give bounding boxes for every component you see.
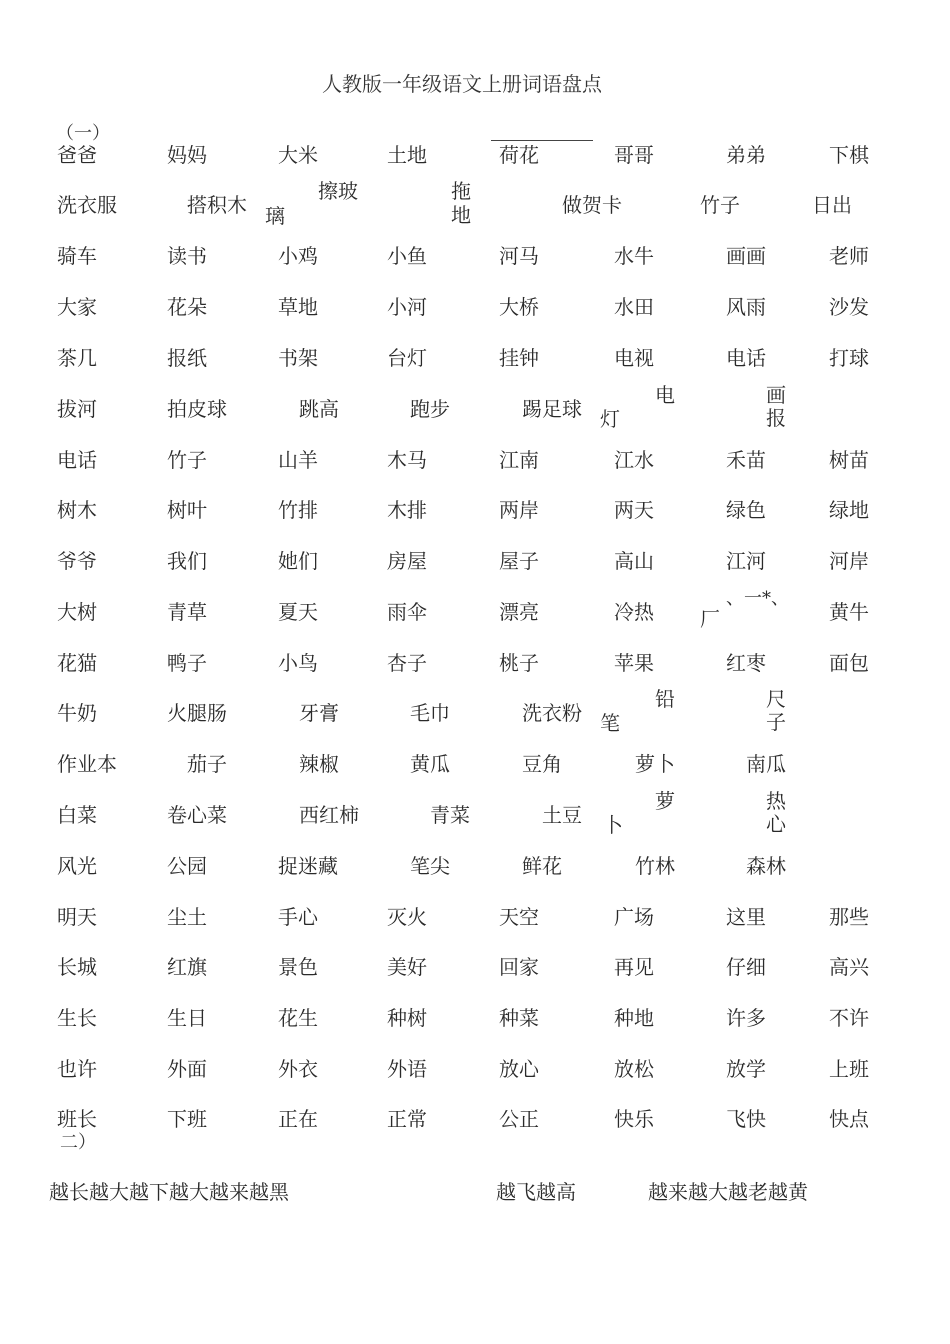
vocab-word: 书架 xyxy=(278,346,318,370)
vocab-word: 屋子 xyxy=(499,549,539,573)
split-word-top: 热 xyxy=(766,789,786,813)
split-word-bottom: 笔 xyxy=(600,711,620,735)
vocab-word: 风光 xyxy=(57,854,97,878)
vocab-word: 跑步 xyxy=(410,397,450,421)
vocab-word: 小鸟 xyxy=(278,651,318,675)
vocab-word: 班长 xyxy=(57,1107,97,1131)
section-one-label: （一） xyxy=(56,123,110,144)
vocab-word: 弟弟 xyxy=(726,143,766,167)
underline-rule xyxy=(491,140,593,141)
vocab-word: 树木 xyxy=(57,498,97,522)
vocab-word: 手心 xyxy=(278,905,318,929)
split-word-bottom: 地 xyxy=(451,203,471,227)
vocab-word: 这里 xyxy=(726,905,766,929)
vocab-word: 森林 xyxy=(746,854,786,878)
split-word-top: 铅 xyxy=(655,687,675,711)
split-word-top: 擦玻 xyxy=(318,179,358,203)
vocab-word: 正在 xyxy=(278,1107,318,1131)
vocab-word: 洗衣粉 xyxy=(522,701,582,725)
vocab-word: 妈妈 xyxy=(167,143,207,167)
vocab-word: 青草 xyxy=(167,600,207,624)
vocab-word: 茶几 xyxy=(57,346,97,370)
vocab-word: 红旗 xyxy=(167,955,207,979)
vocab-word: 笔尖 xyxy=(410,854,450,878)
vocab-word: 禾苗 xyxy=(726,448,766,472)
phrase-item: 越长越大越下越大越来越黑 xyxy=(49,1180,289,1204)
vocab-word: 高山 xyxy=(614,549,654,573)
vocab-word: 仔细 xyxy=(726,955,766,979)
vocab-word: 公正 xyxy=(499,1107,539,1131)
vocab-word: 老师 xyxy=(829,244,869,268)
vocab-word: 绿地 xyxy=(829,498,869,522)
vocab-word: 那些 xyxy=(829,905,869,929)
vocab-word: 白菜 xyxy=(57,803,97,827)
vocab-word: 生日 xyxy=(167,1006,207,1030)
vocab-word: 花生 xyxy=(278,1006,318,1030)
vocab-word: 苹果 xyxy=(614,651,654,675)
vocab-word: 面包 xyxy=(829,651,869,675)
vocab-word: 快乐 xyxy=(614,1107,654,1131)
vocab-word: 快点 xyxy=(829,1107,869,1131)
split-word-bottom: 子 xyxy=(766,710,786,734)
vocab-word: 种地 xyxy=(614,1006,654,1030)
vocab-word: 长城 xyxy=(57,955,97,979)
vocab-word: 竹子 xyxy=(700,193,740,217)
vocab-word: 洗衣服 xyxy=(57,193,117,217)
vocab-word: 树苗 xyxy=(829,448,869,472)
vocab-word: 树叶 xyxy=(167,498,207,522)
vocab-word: 青菜 xyxy=(430,803,470,827)
vocab-word: 大米 xyxy=(278,143,318,167)
vocab-word: 挂钟 xyxy=(499,346,539,370)
split-word-bottom: 报 xyxy=(766,406,786,430)
vocab-word: 正常 xyxy=(387,1107,427,1131)
vocab-word: 再见 xyxy=(614,955,654,979)
vocab-word: 两天 xyxy=(614,498,654,522)
vocab-word: 景色 xyxy=(278,955,318,979)
vocab-word: 西红柿 xyxy=(299,803,359,827)
vocab-word: 大树 xyxy=(57,600,97,624)
vocab-word: 辣椒 xyxy=(299,752,339,776)
vocab-word: 报纸 xyxy=(167,346,207,370)
vocab-word: 小鱼 xyxy=(387,244,427,268)
vocab-word: 打球 xyxy=(829,346,869,370)
vocab-word: 土豆 xyxy=(542,803,582,827)
vocab-word: 漂亮 xyxy=(499,600,539,624)
vocab-word: 沙发 xyxy=(829,295,869,319)
vocab-word: 毛巾 xyxy=(410,701,450,725)
vocab-word: 放学 xyxy=(726,1057,766,1081)
vocab-word: 草地 xyxy=(278,295,318,319)
split-word-bottom: 卜 xyxy=(603,813,623,837)
vocab-word: 灭火 xyxy=(387,905,427,929)
vocab-word: 回家 xyxy=(499,955,539,979)
vocab-word: 放松 xyxy=(614,1057,654,1081)
vocab-word: 江河 xyxy=(726,549,766,573)
split-word-top: 萝 xyxy=(655,789,675,813)
vocab-word: 捉迷藏 xyxy=(278,854,338,878)
vocab-word: 跳高 xyxy=(299,397,339,421)
vocab-word: 上班 xyxy=(829,1057,869,1081)
phrase-item: 越来越大越老越黄 xyxy=(648,1180,808,1204)
vocab-word: 木排 xyxy=(387,498,427,522)
vocab-word: 南瓜 xyxy=(746,752,786,776)
vocab-word: 生长 xyxy=(57,1006,97,1030)
vocab-word: 广场 xyxy=(614,905,654,929)
vocab-word: 作业本 xyxy=(57,752,117,776)
vocab-word: 外面 xyxy=(167,1057,207,1081)
split-word-bottom: 心 xyxy=(766,812,786,836)
vocab-word: 山羊 xyxy=(278,448,318,472)
vocab-word: 冷热 xyxy=(614,600,654,624)
vocab-word: 江南 xyxy=(499,448,539,472)
vocab-word: 水牛 xyxy=(614,244,654,268)
vocab-word: 房屋 xyxy=(387,549,427,573)
vocab-word: 不许 xyxy=(829,1006,869,1030)
vocab-word: 河马 xyxy=(499,244,539,268)
vocab-word: 茄子 xyxy=(187,752,227,776)
vocab-word: 牛奶 xyxy=(57,701,97,725)
split-word-bottom: 璃 xyxy=(265,204,285,228)
vocab-word: 卷心菜 xyxy=(167,803,227,827)
vocab-word: 土地 xyxy=(387,143,427,167)
garbled-text-top: 、一*、 xyxy=(726,588,789,609)
split-word-top: 拖 xyxy=(451,179,471,203)
vocab-word: 小鸡 xyxy=(278,244,318,268)
vocab-word: 竹排 xyxy=(278,498,318,522)
vocab-word: 河岸 xyxy=(829,549,869,573)
vocab-word: 飞快 xyxy=(726,1107,766,1131)
vocab-word: 鸭子 xyxy=(167,651,207,675)
vocab-word: 电话 xyxy=(726,346,766,370)
split-word-top: 尺 xyxy=(766,687,786,711)
vocab-word: 踢足球 xyxy=(522,397,582,421)
vocab-word: 荷花 xyxy=(499,143,539,167)
vocab-word: 电视 xyxy=(614,346,654,370)
vocab-word: 江水 xyxy=(614,448,654,472)
split-word-top: 画 xyxy=(766,383,786,407)
vocab-word: 读书 xyxy=(167,244,207,268)
vocab-word: 明天 xyxy=(57,905,97,929)
vocab-word: 种树 xyxy=(387,1006,427,1030)
vocab-word: 大家 xyxy=(57,295,97,319)
vocab-word: 木马 xyxy=(387,448,427,472)
vocab-word: 拔河 xyxy=(57,397,97,421)
vocab-word: 电话 xyxy=(57,448,97,472)
vocab-word: 牙膏 xyxy=(299,701,339,725)
vocab-word: 种菜 xyxy=(499,1006,539,1030)
vocab-word: 黄牛 xyxy=(829,600,869,624)
vocab-word: 日出 xyxy=(812,193,852,217)
vocab-word: 外衣 xyxy=(278,1057,318,1081)
vocab-word: 爸爸 xyxy=(57,143,97,167)
page-title: 人教版一年级语文上册词语盘点 xyxy=(322,72,602,96)
vocab-word: 鲜花 xyxy=(522,854,562,878)
vocab-word: 尘土 xyxy=(167,905,207,929)
vocab-word: 做贺卡 xyxy=(562,193,622,217)
vocab-word: 豆角 xyxy=(522,752,562,776)
vocab-word: 爷爷 xyxy=(57,549,97,573)
vocab-word: 水田 xyxy=(614,295,654,319)
vocab-word: 公园 xyxy=(167,854,207,878)
vocab-word: 花猫 xyxy=(57,651,97,675)
vocab-word: 台灯 xyxy=(387,346,427,370)
vocab-word: 小河 xyxy=(387,295,427,319)
vocab-word: 骑车 xyxy=(57,244,97,268)
vocab-word: 我们 xyxy=(167,549,207,573)
vocab-word: 大桥 xyxy=(499,295,539,319)
vocab-word: 竹林 xyxy=(635,854,675,878)
garbled-text-bottom: 厂 xyxy=(700,607,720,631)
vocab-word: 下班 xyxy=(167,1107,207,1131)
section-two-label: 二） xyxy=(60,1132,96,1153)
vocab-word: 桃子 xyxy=(499,651,539,675)
vocab-word: 黄瓜 xyxy=(410,752,450,776)
split-word-bottom: 灯 xyxy=(600,407,620,431)
vocab-word: 火腿肠 xyxy=(167,701,227,725)
vocab-word: 红枣 xyxy=(726,651,766,675)
split-word-top: 电 xyxy=(655,383,675,407)
vocab-word: 也许 xyxy=(57,1057,97,1081)
vocab-word: 两岸 xyxy=(499,498,539,522)
vocab-word: 天空 xyxy=(499,905,539,929)
phrase-item: 越飞越高 xyxy=(496,1180,576,1204)
vocab-word: 杏子 xyxy=(387,651,427,675)
vocab-word: 萝卜 xyxy=(635,752,675,776)
vocab-word: 风雨 xyxy=(726,295,766,319)
vocab-word: 下棋 xyxy=(829,143,869,167)
vocab-word: 绿色 xyxy=(726,498,766,522)
vocab-word: 搭积木 xyxy=(187,193,247,217)
vocab-word: 放心 xyxy=(499,1057,539,1081)
vocab-word: 竹子 xyxy=(167,448,207,472)
vocab-word: 画画 xyxy=(726,244,766,268)
vocab-word: 雨伞 xyxy=(387,600,427,624)
vocab-word: 花朵 xyxy=(167,295,207,319)
vocab-word: 哥哥 xyxy=(614,143,654,167)
vocab-word: 拍皮球 xyxy=(167,397,227,421)
vocab-word: 高兴 xyxy=(829,955,869,979)
vocab-word: 外语 xyxy=(387,1057,427,1081)
vocab-word: 许多 xyxy=(726,1006,766,1030)
vocab-word: 美好 xyxy=(387,955,427,979)
vocab-word: 她们 xyxy=(278,549,318,573)
vocab-word: 夏天 xyxy=(278,600,318,624)
